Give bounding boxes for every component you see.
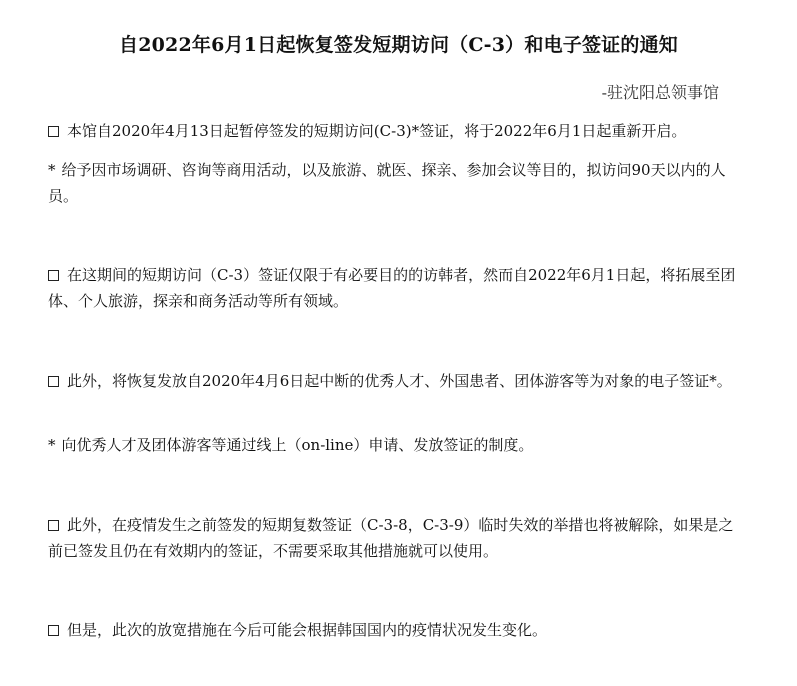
notice-title: 自2022年6月1日起恢复签发短期访问（C-3）和电子签证的通知 <box>119 34 678 56</box>
square-bullet-icon <box>48 520 59 531</box>
square-bullet-icon <box>48 126 59 137</box>
square-bullet-icon <box>48 270 59 281</box>
notice-item-2 <box>48 262 738 314</box>
notice-item-5 <box>48 617 738 643</box>
square-bullet-icon <box>48 376 59 387</box>
asterisk-icon: * <box>48 161 56 179</box>
notice-item-4-text: 此外，在疫情发生之前签发的短期复数签证（C-3-8，C-3-9）临时失效的举措也将被解除，如果是之前已签发且仍在有效期内的签证，不需要采取其他措施就可以使用。 <box>48 516 734 560</box>
notice-item-3-footnote <box>48 432 738 458</box>
notice-item-2-text: 在这期间的短期访问（C-3）签证仅限于有必要目的的访韩者，然而自2022年6月1日起，将拓展至团体、个人旅游，探亲和商务活动等所有领域。 <box>48 266 736 310</box>
notice-item-1 <box>48 118 738 144</box>
notice-item-1-text: 本馆自2020年4月13日起暂停签发的短期访问(C-3)*签证，将于2022年6月1日起重新开启。 <box>67 122 687 140</box>
square-bullet-icon <box>48 625 59 636</box>
notice-item-1-footnote-text: 给予因市场调研、咨询等商用活动，以及旅游、就医、探亲、参加会议等目的，拟访问90天以内的人员。 <box>48 161 726 205</box>
asterisk-icon: * <box>48 436 56 454</box>
notice-item-5-text: 但是，此次的放宽措施在今后可能会根据韩国国内的疫情状况发生变化。 <box>67 621 548 639</box>
notice-item-1-footnote <box>48 157 738 209</box>
notice-item-3-footnote-text: 向优秀人才及团体游客等通过线上（on-line）申请、发放签证的制度。 <box>61 436 534 454</box>
notice-signature: -驻沈阳总领事馆 <box>601 83 719 102</box>
notice-item-3 <box>48 368 738 394</box>
notice-item-3-text: 此外，将恢复发放自2020年4月6日起中断的优秀人才、外国患者、团体游客等为对象的电子签证*。 <box>67 372 732 390</box>
notice-item-4 <box>48 512 738 564</box>
